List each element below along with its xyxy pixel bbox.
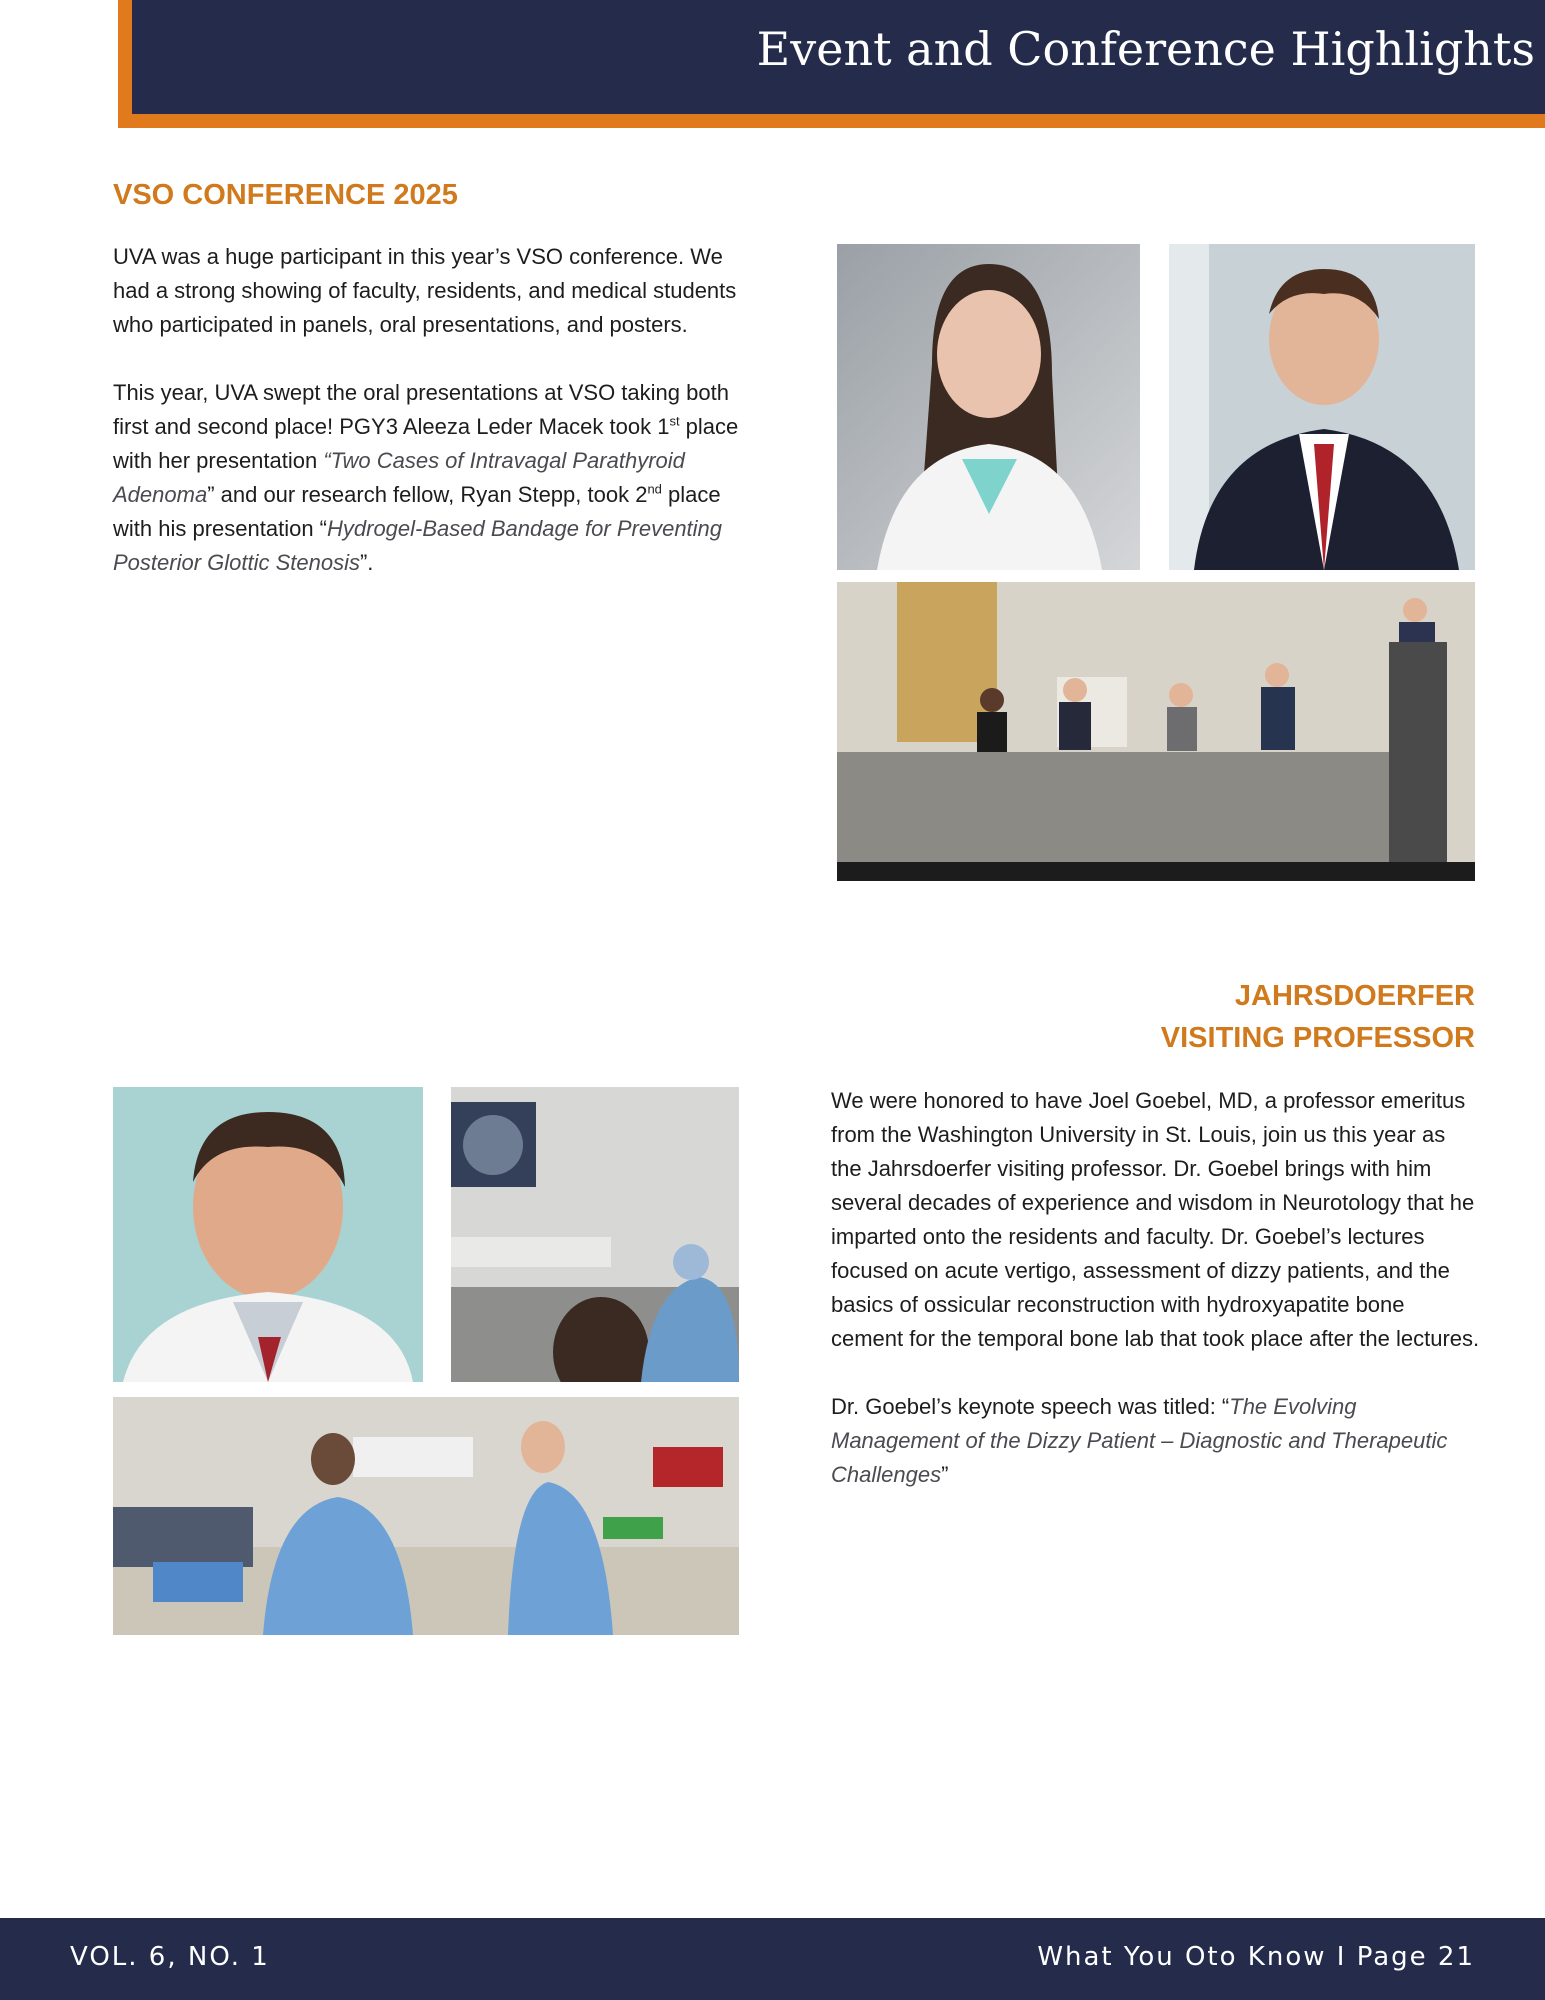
jahrsdoerfer-paragraph-1: We were honored to have Joel Goebel, MD, a professor emeritus from the Washington University in St. Louis, join us this year as the Jahrsdoerfer visiting professor. Dr. Goebel brings with him several decades of experience and wisdom in Neurotology that he imparted onto the residents and faculty. Dr. Goebel’s lectures focused on acute vertigo, assessment of dizzy patients, and the basics of ossicular reconstruction with hydroxyapatite bone cement for the temporal bone lab that took place after the lectures. [831,1088,1480,1351]
issue-number: VOL. 6, NO. 1 [70,1942,270,1972]
presentation-title-2: Hydrogel-Based Bandage for Preventing Posterior Glottic Stenosis [113,516,723,575]
vso-heading: VSO CONFERENCE 2025 [113,179,458,211]
jahrsdoerfer-heading-line1: JAHRSDOERFER [1234,980,1475,1012]
vso-body [113,240,763,614]
photo-portrait-man [1169,244,1475,570]
vso-paragraph-2: This year, UVA swept the oral presentations at VSO taking both first and second place! PGY3 Aleeza Leder Macek took 1st place with her presentation “Two Cases of Intravagal Parathyroid Adenoma” and our research fellow, Ryan Stepp, took 2nd place with his presentation “Hydrogel-Based Bandage for Preventing Posterior Glottic Stenosis”. [113,380,739,575]
photo-lab-participants [113,1397,739,1635]
jahrsdoerfer-heading-line2: VISITING PROFESSOR [1160,1022,1475,1054]
jahrsdoerfer-paragraph-2: Dr. Goebel’s keynote speech was titled: “The Evolving Management of the Dizzy Patient – Diagnostic and Therapeutic Challenges” [831,1394,1448,1487]
keynote-title: The Evolving Management of the Dizzy Patient – Diagnostic and Therapeutic Challenges [831,1394,1448,1487]
vso-paragraph-1: UVA was a huge participant in this year’s VSO conference. We had a strong showing of faculty, residents, and medical students who participated in panels, oral presentations, and posters. [113,244,737,337]
presentation-title-1: “Two Cases of Intravagal Parathyroid Adenoma [113,448,685,507]
photo-temporal-bone-lab [451,1087,739,1382]
page-number: What You Oto Know I Page 21 [1037,1942,1475,1972]
jahrsdoerfer-heading [1161,975,1475,1059]
photo-portrait-woman [837,244,1140,570]
jahrsdoerfer-body [831,1084,1481,1526]
footer-bar [0,1918,1545,2000]
photo-panel-discussion [837,582,1475,881]
photo-portrait-professor [113,1087,423,1382]
page-title: Event and Conference Highlights [756,22,1535,76]
header-banner [118,0,1545,128]
